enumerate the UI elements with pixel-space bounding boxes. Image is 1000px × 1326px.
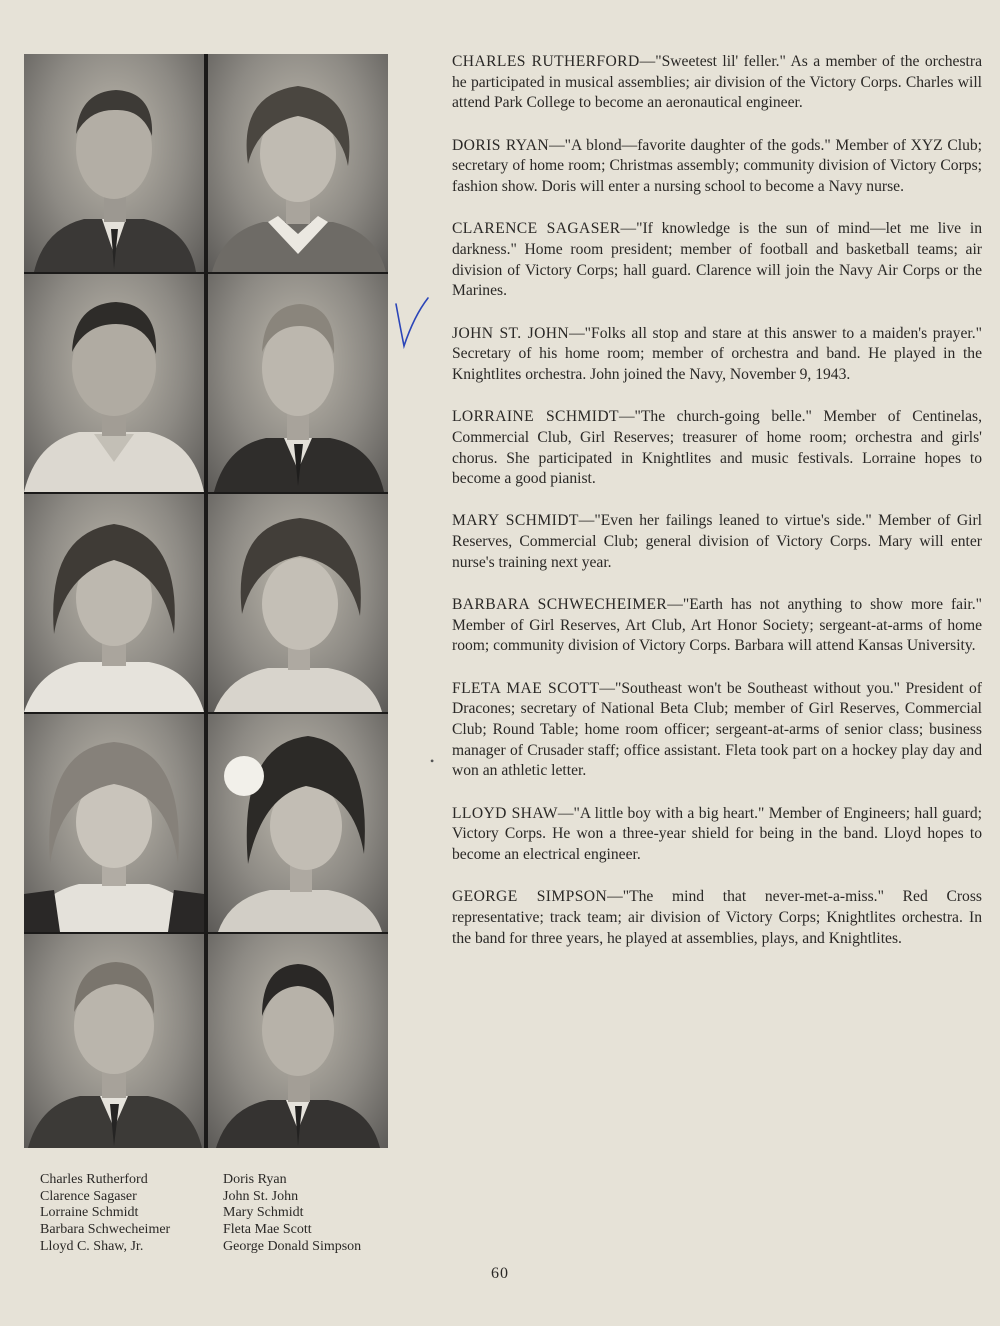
portrait-lorraine-schmidt (24, 494, 204, 712)
bio-name: DORIS RYAN (452, 136, 550, 154)
bio-text: —"A little boy with a big heart." Member of Engineers; hall guard; Victory Corps. He won a three-year shield for being in the band. Lloyd hopes to become an electrical engineer. (452, 804, 982, 864)
caption-column-right (223, 1172, 361, 1256)
bio-name: BARBARA SCHWECHEIMER (452, 596, 668, 614)
bio-text: —"The mind that never-met-a-miss." Red Cross representative; track team; air division of Victory Corps; Knightlites orchestra. In the band for three years, he played at assemblies, plays, and Knightlites. (452, 888, 982, 947)
bio-name: CLARENCE SAGASER (452, 220, 621, 238)
bio-entry (452, 219, 982, 302)
bio-entry (452, 887, 982, 949)
portrait-clarence-sagaser (24, 274, 204, 492)
photo-captions (40, 1172, 400, 1256)
caption-name: Lloyd C. Shaw, Jr. (40, 1238, 144, 1254)
bio-name: GEORGE SIMPSON (452, 888, 608, 906)
portrait-charles-rutherford (24, 54, 204, 272)
bio-entry (452, 52, 982, 114)
caption-name: Charles Rutherford (40, 1172, 148, 1187)
bio-name: CHARLES RUTHERFORD (452, 53, 640, 70)
caption-name: Fleta Mae Scott (223, 1222, 312, 1238)
caption-name: Doris Ryan (223, 1172, 287, 1187)
bio-text: —"The church-going belle." Member of Centinelas, Commercial Club, Girl Reserves; treasurer of home room; orchestra and girls' chorus. She participated in Knightlites and music festivals. Lorraine hopes to become a good pianist. (452, 408, 982, 488)
bio-entry (452, 324, 982, 386)
portrait-doris-ryan (208, 54, 388, 272)
bio-entry (452, 407, 982, 490)
bio-name: JOHN ST. JOHN (452, 324, 570, 342)
portrait-barbara-schwecheimer (24, 714, 204, 932)
portrait-john-st-john (208, 274, 388, 492)
senior-biographies (452, 52, 982, 971)
portrait-mary-schmidt (208, 494, 388, 712)
portrait-fleta-mae-scott (208, 714, 388, 932)
stray-mark-icon: • (430, 754, 435, 768)
portrait-george-simpson (208, 934, 388, 1148)
bio-entry (452, 511, 982, 573)
caption-name: John St. John (223, 1188, 299, 1204)
caption-name: George Donald Simpson (223, 1238, 362, 1254)
caption-name: Mary Schmidt (223, 1205, 304, 1221)
caption-name: Lorraine Schmidt (40, 1205, 139, 1221)
portrait-grid (24, 54, 388, 1148)
bio-text: —"If knowledge is the sun of mind—let me live in darkness." Home room president; member of football and basketball teams; air division of Victory Corps; hall guard. Clarence will join the Navy Air Corps or the Marines. (452, 220, 982, 300)
bio-entry (452, 804, 982, 866)
portrait-lloyd-shaw (24, 934, 204, 1148)
bio-text: —"Southeast won't be Southeast without you." President of Dracones; secretary of National Beta Club; member of Girl Reserves, Commercial Club; Round Table; home room officer; sergeant-at-arms of senior class; business manager of Crusader staff; office assistant. Fleta took part on a hockey play day and won an athletic letter. (452, 679, 982, 780)
bio-name: MARY SCHMIDT (452, 512, 579, 530)
bio-text: —"A blond—favorite daughter of the gods." Member of XYZ Club; secretary of home room; Christmas assembly; community division of Victory Corps; fashion show. Doris will enter a nursing school to become a Navy nurse. (452, 136, 982, 196)
caption-column-left (40, 1172, 223, 1256)
pen-check-mark-icon (392, 296, 432, 350)
bio-name: LORRAINE SCHMIDT (452, 408, 619, 426)
bio-entry (452, 679, 982, 783)
bio-text: —"Sweetest lil' feller." As a member of the orchestra he participated in musical assemblies; air division of the Victory Corps. Charles will attend Park College to become an aeronautical engineer. (452, 53, 982, 112)
page-number: 60 (491, 1265, 509, 1282)
caption-name: Barbara Schwecheimer (40, 1222, 171, 1238)
bio-entry (452, 136, 982, 198)
bio-name: FLETA MAE SCOTT (452, 679, 600, 697)
bio-entry (452, 595, 982, 657)
caption-name: Clarence Sagaser (40, 1188, 137, 1204)
bio-text: —"Even her failings leaned to virtue's side." Member of Girl Reserves, Commercial Club; general division of Victory Corps. Mary will enter nurse's training next year. (452, 512, 982, 571)
bio-text: —"Earth has not anything to show more fair." Member of Girl Reserves, Art Club, Art Honor Society; sergeant-at-arms of home room; community division of Victory Corps. Barbara will attend Kansas University. (452, 596, 982, 655)
bio-name: LLOYD SHAW (452, 804, 558, 822)
bio-text: —"Folks all stop and stare at this answer to a maiden's prayer." Secretary of his home room; member of orchestra and band. He played in the Knightlites orchestra. John joined the Navy, November 9, 1943. (452, 324, 982, 383)
